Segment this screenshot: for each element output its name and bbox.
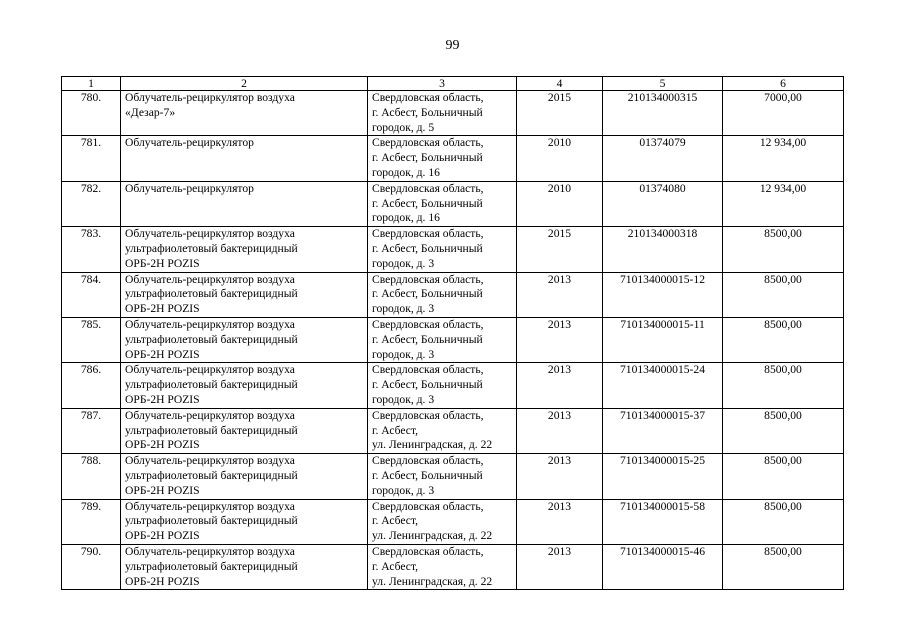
year-cell: 2013: [517, 317, 603, 362]
item-name-cell-line: ультрафиолетовый бактерицидный: [125, 514, 298, 528]
row-number-cell: 788.: [62, 454, 121, 499]
item-name-cell-line: ультрафиолетовый бактерицидный: [125, 468, 298, 482]
address-cell: [368, 499, 517, 544]
item-name-cell-line: Облучатель-рециркулятор: [125, 181, 254, 195]
row-number-cell: 780.: [62, 91, 121, 136]
address-cell-line: ул. Ленинградская, д. 22: [372, 529, 493, 543]
row-number-cell: 790.: [62, 544, 121, 589]
inventory-number-cell: 710134000015-58: [603, 499, 723, 544]
page-number: 99: [445, 38, 460, 53]
address-cell-line: Свердловская область,: [372, 181, 484, 195]
table-row: [62, 499, 844, 544]
address-cell-line: г. Асбест, Больничный: [372, 105, 483, 119]
inventory-number-cell: 710134000015-12: [603, 272, 723, 317]
row-number-cell: 789.: [62, 499, 121, 544]
address-cell-line: городок, д. 3: [372, 347, 435, 361]
cost-cell: 12 934,00: [723, 181, 844, 226]
year-cell: 2015: [517, 91, 603, 136]
item-name-cell-line: ОРБ-2Н POZIS: [125, 256, 200, 270]
address-cell: [368, 181, 517, 226]
address-cell-line: г. Асбест, Больничный: [372, 196, 483, 210]
address-cell-line: городок, д. 3: [372, 256, 435, 270]
cost-cell: 8500,00: [723, 363, 844, 408]
inventory-number-cell: 01374080: [603, 181, 723, 226]
address-cell: [368, 91, 517, 136]
cost-cell: 8500,00: [723, 499, 844, 544]
cost-cell: 8500,00: [723, 454, 844, 499]
year-cell: 2010: [517, 181, 603, 226]
inventory-number-cell: 710134000015-37: [603, 408, 723, 453]
address-cell: [368, 272, 517, 317]
item-name-cell-line: ОРБ-2Н POZIS: [125, 574, 200, 588]
address-cell: [368, 136, 517, 181]
table-row: [62, 181, 844, 226]
table-row: [62, 408, 844, 453]
row-number-cell: 782.: [62, 181, 121, 226]
year-cell: 2013: [517, 363, 603, 408]
item-name-cell-line: ОРБ-2Н POZIS: [125, 302, 200, 316]
item-name-cell-line: ультрафиолетовый бактерицидный: [125, 287, 298, 301]
year-cell: 2015: [517, 227, 603, 272]
item-name-cell-line: ультрафиолетовый бактерицидный: [125, 378, 298, 392]
cost-cell: 8500,00: [723, 272, 844, 317]
item-name-cell-line: Облучатель-рециркулятор воздуха: [125, 499, 295, 513]
address-cell-line: Свердловская область,: [372, 136, 484, 150]
address-cell-line: Свердловская область,: [372, 454, 484, 468]
address-cell-line: Свердловская область,: [372, 499, 484, 513]
address-cell-line: городок, д. 3: [372, 483, 435, 497]
address-cell-line: г. Асбест,: [372, 514, 419, 528]
address-cell-line: г. Асбест, Больничный: [372, 287, 483, 301]
item-name-cell-line: ультрафиолетовый бактерицидный: [125, 559, 298, 573]
item-name-cell-line: ультрафиолетовый бактерицидный: [125, 423, 298, 437]
inventory-number-cell: 710134000015-24: [603, 363, 723, 408]
table-row: [62, 544, 844, 589]
item-name-cell-line: Облучатель-рециркулятор воздуха: [125, 227, 295, 241]
item-name-cell: [121, 136, 368, 181]
year-cell: 2010: [517, 136, 603, 181]
column-header: 6: [723, 77, 844, 91]
year-cell: 2013: [517, 272, 603, 317]
table-row: [62, 363, 844, 408]
item-name-cell-line: Облучатель-рециркулятор: [125, 136, 254, 150]
item-name-cell: [121, 272, 368, 317]
item-name-cell-line: Облучатель-рециркулятор воздуха: [125, 272, 295, 286]
table-row: [62, 317, 844, 362]
table-row: [62, 91, 844, 136]
item-name-cell: [121, 317, 368, 362]
item-name-cell-line: ультрафиолетовый бактерицидный: [125, 241, 298, 255]
table-row: [62, 454, 844, 499]
address-cell-line: г. Асбест, Больничный: [372, 378, 483, 392]
item-name-cell-line: ОРБ-2Н POZIS: [125, 347, 200, 361]
address-cell-line: г. Асбест, Больничный: [372, 332, 483, 346]
row-number-cell: 787.: [62, 408, 121, 453]
item-name-cell-line: ОРБ-2Н POZIS: [125, 483, 200, 497]
item-name-cell-line: Облучатель-рециркулятор воздуха: [125, 544, 295, 558]
year-cell: 2013: [517, 454, 603, 499]
row-number-cell: 785.: [62, 317, 121, 362]
column-header: 3: [368, 77, 517, 91]
year-cell: 2013: [517, 544, 603, 589]
address-cell: [368, 317, 517, 362]
item-name-cell-line: Облучатель-рециркулятор воздуха: [125, 317, 295, 331]
year-cell: 2013: [517, 499, 603, 544]
address-cell-line: городок, д. 3: [372, 302, 435, 316]
item-name-cell: [121, 544, 368, 589]
item-name-cell-line: Облучатель-рециркулятор воздуха: [125, 408, 295, 422]
table-row: [62, 272, 844, 317]
item-name-cell: [121, 363, 368, 408]
cost-cell: 8500,00: [723, 227, 844, 272]
address-cell-line: городок, д. 16: [372, 211, 440, 225]
column-header: 5: [603, 77, 723, 91]
row-number-cell: 781.: [62, 136, 121, 181]
address-cell: [368, 454, 517, 499]
cost-cell: 8500,00: [723, 544, 844, 589]
item-name-cell: [121, 181, 368, 226]
address-cell-line: Свердловская область,: [372, 363, 484, 377]
table-row: [62, 227, 844, 272]
address-cell-line: Свердловская область,: [372, 227, 484, 241]
item-name-cell-line: «Дезар-7»: [125, 105, 176, 119]
cost-cell: 12 934,00: [723, 136, 844, 181]
address-cell-line: Свердловская область,: [372, 272, 484, 286]
inventory-number-cell: 01374079: [603, 136, 723, 181]
address-cell: [368, 363, 517, 408]
address-cell-line: городок, д. 5: [372, 120, 435, 134]
item-name-cell: [121, 91, 368, 136]
item-name-cell-line: ОРБ-2Н POZIS: [125, 438, 200, 452]
address-cell-line: Свердловская область,: [372, 544, 484, 558]
address-cell-line: Свердловская область,: [372, 317, 484, 331]
item-name-cell-line: Облучатель-рециркулятор воздуха: [125, 454, 295, 468]
address-cell-line: ул. Ленинградская, д. 22: [372, 438, 493, 452]
item-name-cell: [121, 454, 368, 499]
inventory-number-cell: 210134000315: [603, 91, 723, 136]
item-name-cell: [121, 227, 368, 272]
address-cell-line: Свердловская область,: [372, 91, 484, 104]
address-cell: [368, 227, 517, 272]
cost-cell: 8500,00: [723, 317, 844, 362]
address-cell-line: г. Асбест,: [372, 559, 419, 573]
column-header: 2: [121, 77, 368, 91]
inventory-number-cell: 210134000318: [603, 227, 723, 272]
column-header: 1: [62, 77, 121, 91]
address-cell-line: г. Асбест, Больничный: [372, 468, 483, 482]
item-name-cell: [121, 499, 368, 544]
address-cell-line: городок, д. 16: [372, 165, 440, 179]
table-header-row: [62, 77, 844, 91]
row-number-cell: 784.: [62, 272, 121, 317]
inventory-number-cell: 710134000015-11: [603, 317, 723, 362]
address-cell-line: городок, д. 3: [372, 392, 435, 406]
address-cell-line: ул. Ленинградская, д. 22: [372, 574, 493, 588]
cost-cell: 7000,00: [723, 91, 844, 136]
inventory-number-cell: 710134000015-25: [603, 454, 723, 499]
item-name-cell-line: Облучатель-рециркулятор воздуха: [125, 363, 295, 377]
address-cell-line: г. Асбест, Больничный: [372, 241, 483, 255]
table-row: [62, 136, 844, 181]
item-name-cell-line: ОРБ-2Н POZIS: [125, 529, 200, 543]
address-cell-line: г. Асбест,: [372, 423, 419, 437]
item-name-cell-line: ультрафиолетовый бактерицидный: [125, 332, 298, 346]
row-number-cell: 783.: [62, 227, 121, 272]
inventory-number-cell: 710134000015-46: [603, 544, 723, 589]
cost-cell: 8500,00: [723, 408, 844, 453]
item-name-cell-line: ОРБ-2Н POZIS: [125, 392, 200, 406]
column-header: 4: [517, 77, 603, 91]
address-cell-line: Свердловская область,: [372, 408, 484, 422]
item-name-cell: [121, 408, 368, 453]
inventory-table: [61, 76, 844, 590]
item-name-cell-line: Облучатель-рециркулятор воздуха: [125, 91, 295, 104]
address-cell-line: г. Асбест, Больничный: [372, 151, 483, 165]
row-number-cell: 786.: [62, 363, 121, 408]
year-cell: 2013: [517, 408, 603, 453]
address-cell: [368, 408, 517, 453]
address-cell: [368, 544, 517, 589]
